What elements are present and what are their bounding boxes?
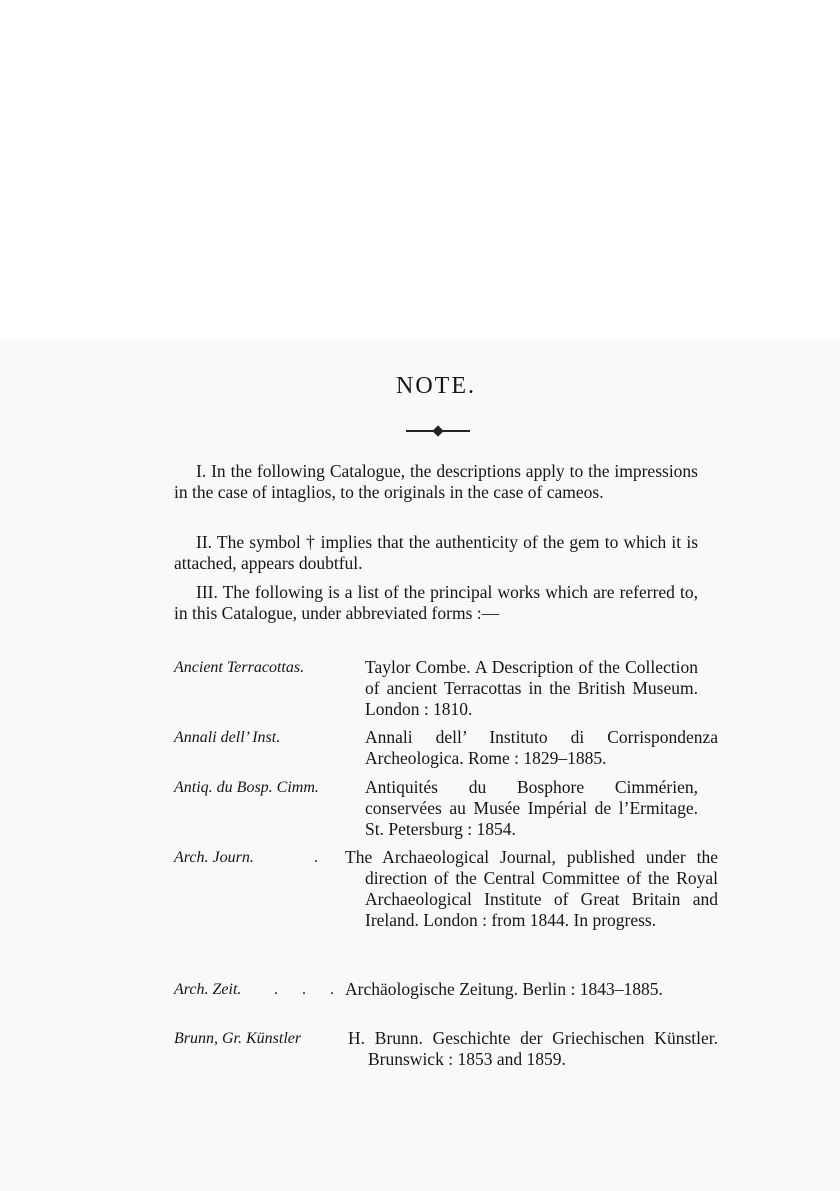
note-paragraph-1: I. In the following Catalogue, the descriptions apply to the impressions in the case of intaglios, to the originals in the case of cameos.: [174, 461, 698, 502]
abbreviation-term: Arch. Zeit.: [174, 981, 242, 998]
abbreviation-term: Brunn, Gr. Künstler: [174, 1030, 302, 1047]
abbreviation-description: Archäologische Zeitung. Berlin : 1843–1885.: [345, 979, 663, 999]
dot-leader: .: [314, 849, 328, 866]
abbreviation-description: H. Brunn. Geschichte der Griechischen Künstler. Brunswick : 1853 and 1859.: [348, 1028, 718, 1069]
abbreviation-description: The Archaeological Journal, published under the direction of the Central Committee of the Royal Archaeological Institute of Great Britain and Ireland. London : from 1844. In progress.: [345, 847, 718, 930]
page-title: NOTE.: [396, 373, 476, 399]
dot-leader: . . .: [274, 981, 344, 998]
abbreviation-description: Taylor Combe. A Description of the Collection of ancient Terracottas in the British Museum. London : 1810.: [365, 657, 698, 719]
abbreviation-term: Arch. Journ.: [174, 849, 254, 866]
abbreviation-term: Ancient Terracottas.: [174, 659, 305, 676]
abbreviation-term: Antiq. du Bosp. Cimm.: [174, 779, 319, 796]
abbreviation-term: Annali dell’ Inst.: [174, 729, 281, 746]
note-paragraph-2: II. The symbol † implies that the authenticity of the gem to which it is attached, appears doubtful.: [174, 532, 698, 573]
abbreviation-description: Antiquités du Bosphore Cimmérien, conservées au Musée Impérial de l’Ermitage. St. Petersburg : 1854.: [365, 777, 698, 839]
note-paragraph-3: III. The following is a list of the principal works which are referred to, in this Catalogue, under abbreviated forms :—: [174, 582, 698, 623]
abbreviation-description: Annali dell’ Instituto di Corrispondenza Archeologica. Rome : 1829–1885.: [365, 727, 718, 768]
